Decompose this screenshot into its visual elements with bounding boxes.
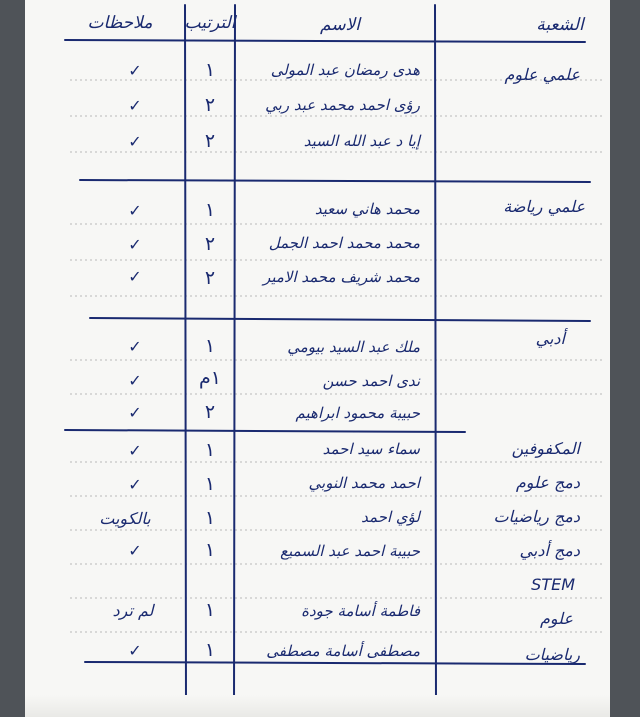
header-notes: ملاحظات (87, 13, 153, 33)
student-name: محمد محمد احمد الجمل (268, 234, 420, 252)
check-mark-icon: ✓ (128, 371, 142, 390)
check-mark-icon: ✓ (128, 441, 142, 460)
student-rank: ١ (204, 199, 216, 221)
check-mark-icon: ✓ (128, 337, 142, 356)
section-label: علمي رياضة (503, 197, 585, 216)
check-mark-icon: ✓ (128, 235, 142, 254)
student-name: مصطفى أسامة مصطفى (266, 642, 420, 660)
section-label: علوم (539, 609, 573, 628)
section-label: رياضيات (524, 645, 580, 664)
student-rank: ٢ (204, 401, 216, 423)
student-name: إيا د عبد الله السيد (303, 132, 420, 150)
section-label: المكفوفين (511, 439, 580, 458)
student-name: محمد هاني سعيد (314, 200, 420, 218)
student-name: احمد محمد النوبي (308, 474, 420, 492)
student-rank: ١ (204, 59, 216, 81)
student-rank: ٢ (204, 130, 216, 152)
student-rank: ٢ (204, 94, 216, 116)
student-rank: ١ (204, 473, 216, 495)
viewer-margin-right (610, 0, 640, 717)
handwritten-table (25, 0, 610, 717)
check-mark-icon: ✓ (128, 267, 142, 286)
student-name: سماء سيد احمد (322, 440, 420, 458)
section-label: علمي علوم (504, 65, 580, 84)
student-name: ملك عبد السيد بيومي (287, 338, 420, 356)
student-name: ندى احمد حسن (322, 372, 420, 390)
section-label: STEM (531, 575, 575, 594)
section-label: دمج علوم (515, 473, 580, 492)
student-rank: ١م (199, 367, 221, 389)
header-name: الاسم (320, 15, 360, 35)
student-name: حبيبة محمود ابراهيم (295, 404, 420, 422)
scanned-page (25, 0, 610, 717)
student-name: محمد شريف محمد الامير (263, 268, 420, 286)
student-note: لم ترد (112, 601, 154, 620)
check-mark-icon: ✓ (128, 475, 142, 494)
section-label: أدبي (535, 329, 565, 348)
check-mark-icon: ✓ (128, 541, 142, 560)
student-name: حبيبة احمد عبد السميع (280, 542, 420, 560)
check-mark-icon: ✓ (128, 201, 142, 220)
student-rank: ٢ (204, 233, 216, 255)
section-label: دمج رياضيات (493, 507, 580, 526)
viewer-margin-left (0, 0, 25, 717)
check-mark-icon: ✓ (128, 641, 142, 660)
check-mark-icon: ✓ (128, 403, 142, 422)
check-mark-icon: ✓ (128, 96, 142, 115)
header-section: الشعبة (536, 15, 584, 35)
student-rank: ١ (204, 335, 216, 357)
student-rank: ١ (204, 439, 216, 461)
student-note: بالكويت (99, 509, 151, 528)
section-label: دمج أدبي (519, 541, 580, 560)
student-rank: ١ (204, 639, 216, 661)
student-name: فاطمة أسامة جودة (301, 602, 420, 620)
check-mark-icon: ✓ (128, 132, 142, 151)
student-rank: ٢ (204, 267, 216, 289)
student-name: لؤي احمد (361, 508, 420, 526)
student-rank: ١ (204, 539, 216, 561)
student-rank: ١ (204, 599, 216, 621)
header-rank: الترتيب (184, 13, 236, 33)
student-name: رؤى احمد محمد عبد ربي (265, 96, 420, 114)
student-rank: ١ (204, 507, 216, 529)
student-name: هدى رمضان عبد المولى (270, 61, 420, 79)
check-mark-icon: ✓ (128, 61, 142, 80)
